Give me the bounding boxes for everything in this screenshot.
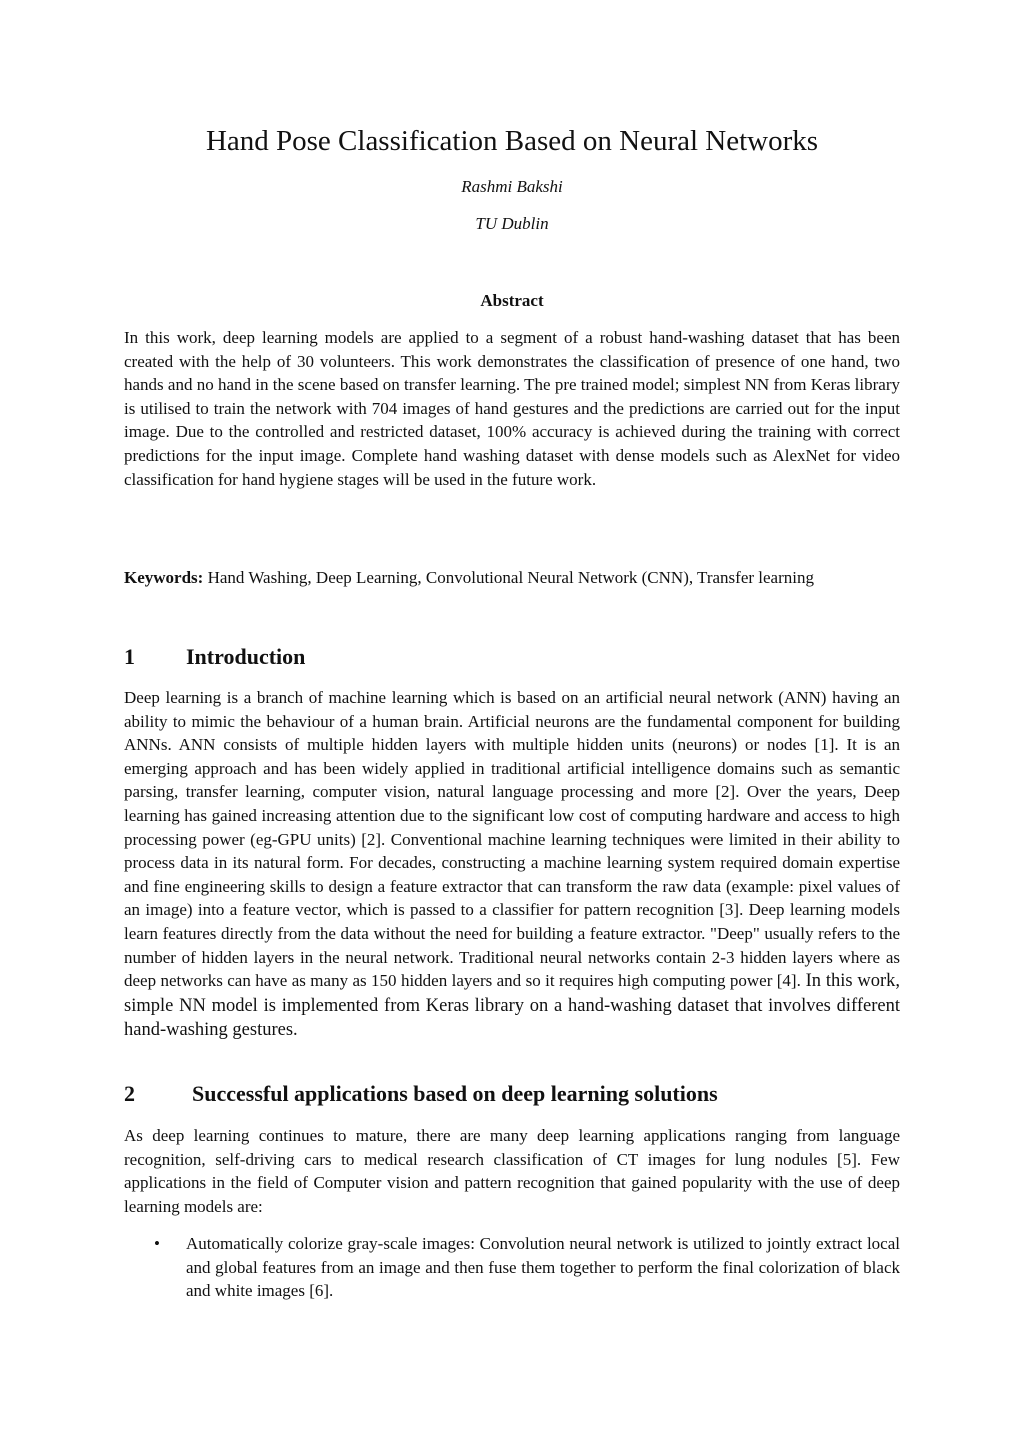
abstract-text: In this work, deep learning models are applied to a segment of a robust hand-washing dataset that has been created with the help of 30 volunteers. This work demonstrates the classification of presence of one hand, two hands and no hand in the scene based on transfer learning. The pre trained model; simplest NN from Keras library is utilised to train the network with 704 images of hand gestures and the predictions are carried out for the input image. Due to the controlled and restricted dataset, 100% accuracy is achieved during the training with correct predictions for the input image. Complete hand washing dataset with dense models such as AlexNet for video classification for hand hygiene stages will be used in the future work. bbox=[124, 328, 900, 489]
introduction-closing-text: In this work, simple NN model is implemented from Keras library on a hand-washing dataset that involves different hand-washing gestures. bbox=[124, 971, 900, 1041]
applications-paragraph: As deep learning continues to mature, there are many deep learning applications ranging from language recognition, self-driving cars to medical research classification of CT images for lung nodules [5]. Few applications in the field of Computer vision and pattern recognition that gained popularity with the use of deep learning models are: bbox=[124, 1126, 900, 1216]
keywords-line bbox=[124, 566, 900, 590]
keywords-text: Hand Washing, Deep Learning, Convolutional Neural Network (CNN), Transfer learning bbox=[203, 568, 814, 587]
author-name: Rashmi Bakshi bbox=[461, 177, 563, 196]
author-affiliation: TU Dublin bbox=[475, 214, 549, 233]
section-title: Successful applications based on deep learning solutions bbox=[192, 1081, 718, 1106]
introduction-paragraph bbox=[124, 686, 900, 1043]
section-heading-applications bbox=[124, 1080, 904, 1108]
section-heading-introduction bbox=[124, 643, 904, 671]
keywords-label: Keywords: bbox=[124, 568, 204, 587]
section-number: 2 bbox=[124, 1081, 135, 1106]
bullet-icon: • bbox=[154, 1234, 160, 1253]
paper-title: Hand Pose Classification Based on Neural Networks bbox=[205, 125, 819, 157]
abstract-heading: Abstract bbox=[480, 291, 544, 310]
list-item bbox=[124, 1232, 900, 1303]
applications-bullet-list bbox=[124, 1232, 900, 1303]
section-number: 1 bbox=[124, 644, 135, 669]
bullet-text: Automatically colorize gray-scale images: Convolution neural network is utilized to jointly extract local and global features from an image and then fuse them together to perform the final colorization of black and white images [6]. bbox=[186, 1234, 900, 1301]
section-title: Introduction bbox=[186, 644, 306, 669]
introduction-text: Deep learning is a branch of machine learning which is based on an artificial neural network (ANN) having an ability to mimic the behaviour of a human brain. Artificial neurons are the fundamental component for building ANNs. ANN consists of multiple hidden layers with multiple hidden units (neurons) or nodes [1]. It is an emerging approach and has been widely applied in traditional artificial intelligence domains such as semantic parsing, transfer learning, computer vision, natural language processing and more [2]. Over the years, Deep learning has gained increasing attention due to the significant low cost of computing hardware and access to high processing power (eg-GPU units) [2]. Conventional machine learning techniques were limited in their ability to process data in its natural form. For decades, constructing a machine learning system required domain expertise and fine engineering skills to design a feature extractor that can transform the raw data (example: pixel values of an image) into a feature vector, which is passed to a classifier for pattern recognition [3]. Deep learning models learn features directly from the data without the need for building a feature extractor. "Deep" usually refers to the number of hidden layers in the neural network. Traditional neural networks contain 2-3 hidden layers where as deep networks can have as many as 150 hidden layers and so it requires high computing power [4]. bbox=[124, 688, 900, 991]
